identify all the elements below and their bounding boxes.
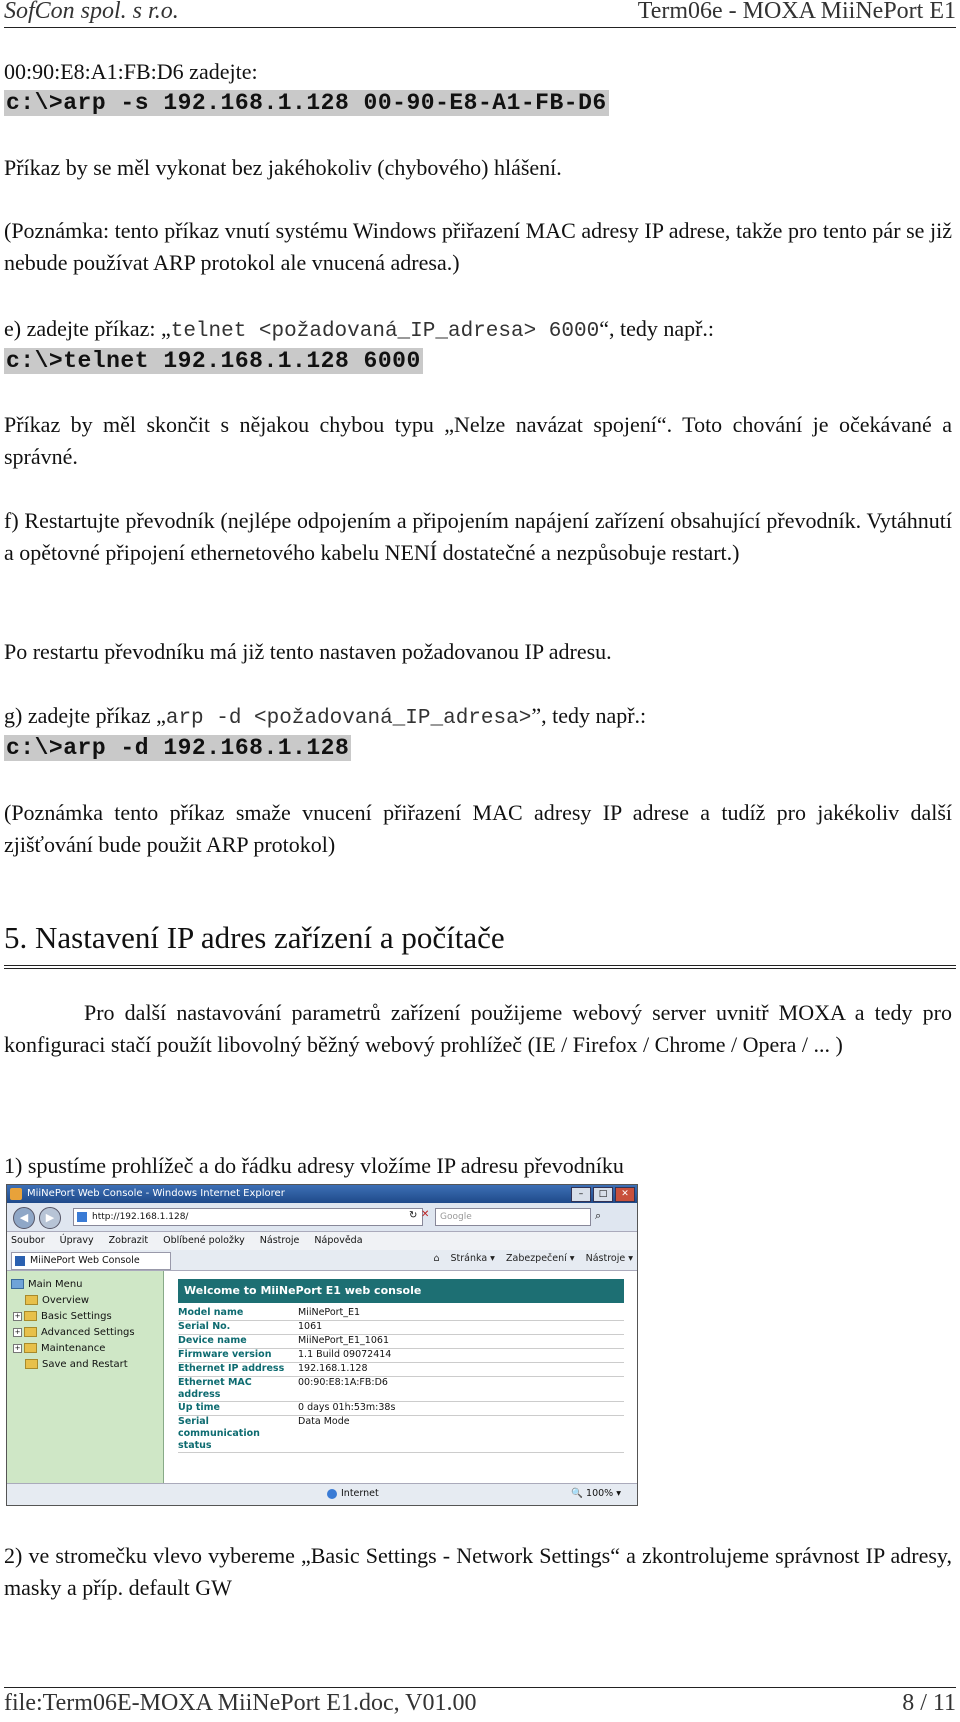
paragraph-step-1: 1) spustíme prohlížeč a do řádku adresy vložíme IP adresu převodníku (4, 1153, 624, 1178)
telnet-command: c:\>telnet 192.168.1.128 6000 (6, 348, 421, 374)
paragraph-mac-intro: 00:90:E8:A1:FB:D6 zadejte: (4, 59, 258, 84)
menu-tree (7, 1271, 164, 1483)
toolbar-security[interactable]: Zabezpečení ▾ (505, 1253, 575, 1264)
expand-icon: + (14, 1343, 21, 1352)
globe-icon (327, 1489, 337, 1499)
tree-overview[interactable]: Overview (25, 1295, 89, 1306)
table-row: Ethernet MAC address 00:90:E8:1A:FB:D6 (178, 1377, 624, 1402)
menu-item[interactable]: Zobrazit (108, 1235, 149, 1246)
command-line (4, 344, 952, 377)
table-row: Firmware version 1.1 Build 09072414 (178, 1349, 624, 1363)
browser-title-bar: MiiNePort Web Console - Windows Internet Explorer – □ ✕ (7, 1185, 637, 1203)
menu-item[interactable]: Úpravy (59, 1235, 94, 1246)
footer-page: 8 / 11 (902, 1690, 956, 1716)
arp-delete-command: c:\>arp -d 192.168.1.128 (6, 735, 350, 761)
forward-icon[interactable]: ▶ (39, 1207, 61, 1229)
footer-file: file:Term06E-MOXA MiiNePort E1.doc, V01.00 (4, 1690, 477, 1716)
telnet-syntax: telnet <požadovaná_IP_adresa> 6000 (170, 320, 600, 343)
folder-icon (24, 1311, 37, 1321)
arp-delete-syntax: arp -d <požadovaná_IP_adresa> (165, 707, 532, 730)
address-input[interactable]: http://192.168.1.128/ (73, 1208, 423, 1226)
table-row: Model name MiiNePort_E1 (178, 1307, 624, 1321)
table-row: Serial No. 1061 (178, 1321, 624, 1335)
menu-item[interactable]: Nápověda (314, 1235, 363, 1246)
table-row: Up time 0 days 01h:53m:38s (178, 1402, 624, 1416)
tree-main-menu[interactable]: Main Menu (11, 1279, 83, 1290)
computer-icon (11, 1279, 24, 1289)
paragraph-step-f: f) Restartujte převodník (nejlépe odpojením a připojením napájení zařízení obsahující převodník. Vytáhnutí a opětovné připojení ethernetového kabelu NENÍ dostatečné a nezpůsobuje restart.) (4, 508, 952, 565)
browser-menu-bar (7, 1232, 637, 1250)
browser-status-bar (7, 1483, 637, 1506)
tree-maintenance[interactable]: + Maintenance (14, 1343, 106, 1354)
table-row: Serial communication status Data Mode (178, 1416, 624, 1453)
toolbar-page[interactable]: Stránka ▾ (450, 1253, 495, 1264)
header-doc-title: Term06e - MOXA MiiNePort E1 (637, 0, 956, 24)
home-icon[interactable]: ⌂ (433, 1253, 440, 1264)
browser-screenshot (6, 1184, 638, 1506)
section-heading: 5. Nastavení IP adres zařízení a počítače (4, 920, 505, 955)
maximize-button[interactable]: □ (593, 1187, 613, 1202)
footer-divider (4, 1687, 956, 1688)
paragraph-after-restart: Po restartu převodníku má již tento nastaven požadovanou IP adresu. (4, 639, 612, 664)
paragraph-telnet-result: Příkaz by měl skončit s nějakou chybou typu „Nelze navázat spojení“. Toto chování je očekávané a správné. (4, 412, 952, 469)
expand-icon: + (14, 1311, 21, 1320)
folder-icon (25, 1295, 38, 1305)
search-input[interactable]: Google (435, 1208, 591, 1226)
address-toolbar (7, 1203, 637, 1232)
tree-advanced-settings[interactable]: + Advanced Settings (14, 1327, 135, 1338)
folder-icon (24, 1327, 37, 1337)
zoom-level[interactable]: 🔍 100% ▾ (571, 1488, 621, 1499)
browser-content (7, 1271, 637, 1483)
zone-indicator: Internet (327, 1484, 379, 1504)
table-row: Ethernet IP address 192.168.1.128 (178, 1363, 624, 1377)
command-line (4, 86, 952, 119)
paragraph-step-2: 2) ve stromečku vlevo vybereme „Basic Settings - Network Settings“ a zkontrolujeme správnost IP adresy, masky a příp. default GW (4, 1543, 952, 1600)
tree-basic-settings[interactable]: + Basic Settings (14, 1311, 112, 1322)
welcome-banner: Welcome to MiiNePort E1 web console (178, 1279, 624, 1303)
search-icon[interactable]: ⌕ (595, 1209, 602, 1222)
paragraph-step-e: e) zadejte příkaz: „telnet <požadovaná_IP_adresa> 6000“, tedy např.: (4, 316, 715, 343)
paragraph-step-g: g) zadejte příkaz „arp -d <požadovaná_IP_adresa>”, tedy např.: (4, 703, 647, 730)
refresh-icon[interactable]: ↻ (409, 1210, 418, 1221)
toolbar-tools[interactable]: Nástroje ▾ (585, 1253, 633, 1264)
folder-icon (25, 1359, 38, 1369)
close-button[interactable]: ✕ (615, 1187, 635, 1202)
tab-favicon-icon (15, 1256, 25, 1266)
header-company: SofCon spol. s r.o. (4, 0, 179, 24)
menu-item[interactable]: Soubor (11, 1235, 45, 1246)
back-icon[interactable]: ◀ (13, 1207, 35, 1229)
minimize-button[interactable]: – (571, 1187, 591, 1202)
page-favicon-icon (77, 1212, 87, 1222)
table-row: Device name MiiNePort_E1_1061 (178, 1335, 624, 1349)
paragraph-note-arp: (Poznámka: tento příkaz vnutí systému Windows přiřazení MAC adresy IP adrese, takže pro tento pár se již nebude používat ARP protokol ale vnucená adresa.) (4, 218, 952, 275)
paragraph-note-delete: (Poznámka tento příkaz smaže vnucení přiřazení MAC adresy IP adrese a tudíž pro jakékoliv další zjišťování bude použit ARP protokol) (4, 800, 952, 857)
arp-set-command: c:\>arp -s 192.168.1.128 00-90-E8-A1-FB-D6 (6, 90, 607, 116)
header-divider (4, 27, 956, 28)
command-line (4, 731, 952, 764)
ie-icon (10, 1188, 22, 1200)
paragraph-no-error: Příkaz by se měl vykonat bez jakéhokoliv (chybového) hlášení. (4, 155, 562, 180)
device-info-table (178, 1307, 624, 1453)
section-divider (4, 965, 956, 969)
overview-panel (164, 1271, 637, 1483)
folder-icon (24, 1343, 37, 1353)
stop-icon[interactable]: ✕ (421, 1209, 430, 1220)
tree-save-restart[interactable]: Save and Restart (25, 1359, 128, 1370)
browser-tab-bar (7, 1250, 637, 1271)
menu-item[interactable]: Oblíbené položky (163, 1235, 245, 1246)
menu-item[interactable]: Nástroje (259, 1235, 300, 1246)
expand-icon: + (14, 1327, 21, 1336)
paragraph-web-config: Pro další nastavování parametrů zařízení použijeme webový server uvnitř MOXA a tedy pro konfiguraci stačí použít libovolný běžný webový prohlížeč (IE / Firefox / Chrome / Opera / ... ) (4, 1000, 952, 1057)
browser-tab[interactable]: MiiNePort Web Console (11, 1252, 171, 1270)
